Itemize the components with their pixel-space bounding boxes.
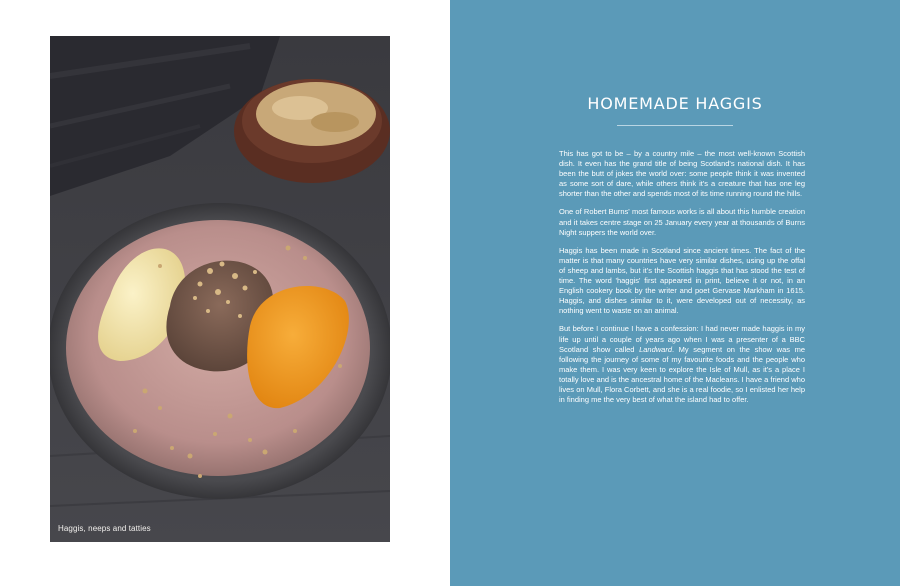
haggis-plate-illustration — [50, 36, 390, 542]
recipe-title: HOMEMADE HAGGIS — [587, 94, 763, 113]
paragraph-2: One of Robert Burns' most famous works is all about this humble creation and it takes centre stage on 25 January every year at thousands of Burns Night suppers the world over. — [559, 207, 805, 237]
paragraph-4-before: But before I continue I have a confession: I had never made haggis in my life up until a couple of years ago when I was a presenter of a BBC Scotland show called — [559, 324, 805, 354]
paragraph-1: This has got to be – by a country mile – the most well-known Scottish dish. It even has the grand title of being Scotland's national dish. It has been the butt of jokes the world over: some people think it was invented as some sort of dare, while others think it's a creature that has one leg shorter than the other and spends most of its time running round the hills. — [559, 149, 805, 199]
paragraph-4-after: . My segment on the show was me following the journey of some of my favourite foods and the people who make them. I was very keen to explore the Isle of Mull, as it's a place I totally love and is the ancestral home of the Macleans. I have a friend who lives on Mull, Flora Corbett, and she is a real foodie, so I enlisted her help in finding me the very best of what the island had to offer. — [559, 344, 806, 405]
body-text — [559, 149, 805, 413]
photo-caption: Haggis, neeps and tatties — [58, 524, 151, 533]
haggis-photo — [50, 36, 390, 542]
paragraph-3: Haggis has been made in Scotland since ancient times. The fact of the matter is that many countries have very similar dishes, using up the offal of sheep and lambs, but it's the Scottish haggis that has stood the test of time. The word 'haggis' first appeared in print, believe it or not, in an English cookery book by the writer and poet Gervase Markham in 1615. Haggis, and dishes similar to it, were developed out of necessity, as nothing went to waste on an animal. — [559, 245, 805, 316]
title-divider — [617, 125, 733, 126]
show-name: Landward — [639, 344, 673, 354]
paragraph-4 — [559, 324, 805, 405]
right-page — [450, 0, 900, 586]
